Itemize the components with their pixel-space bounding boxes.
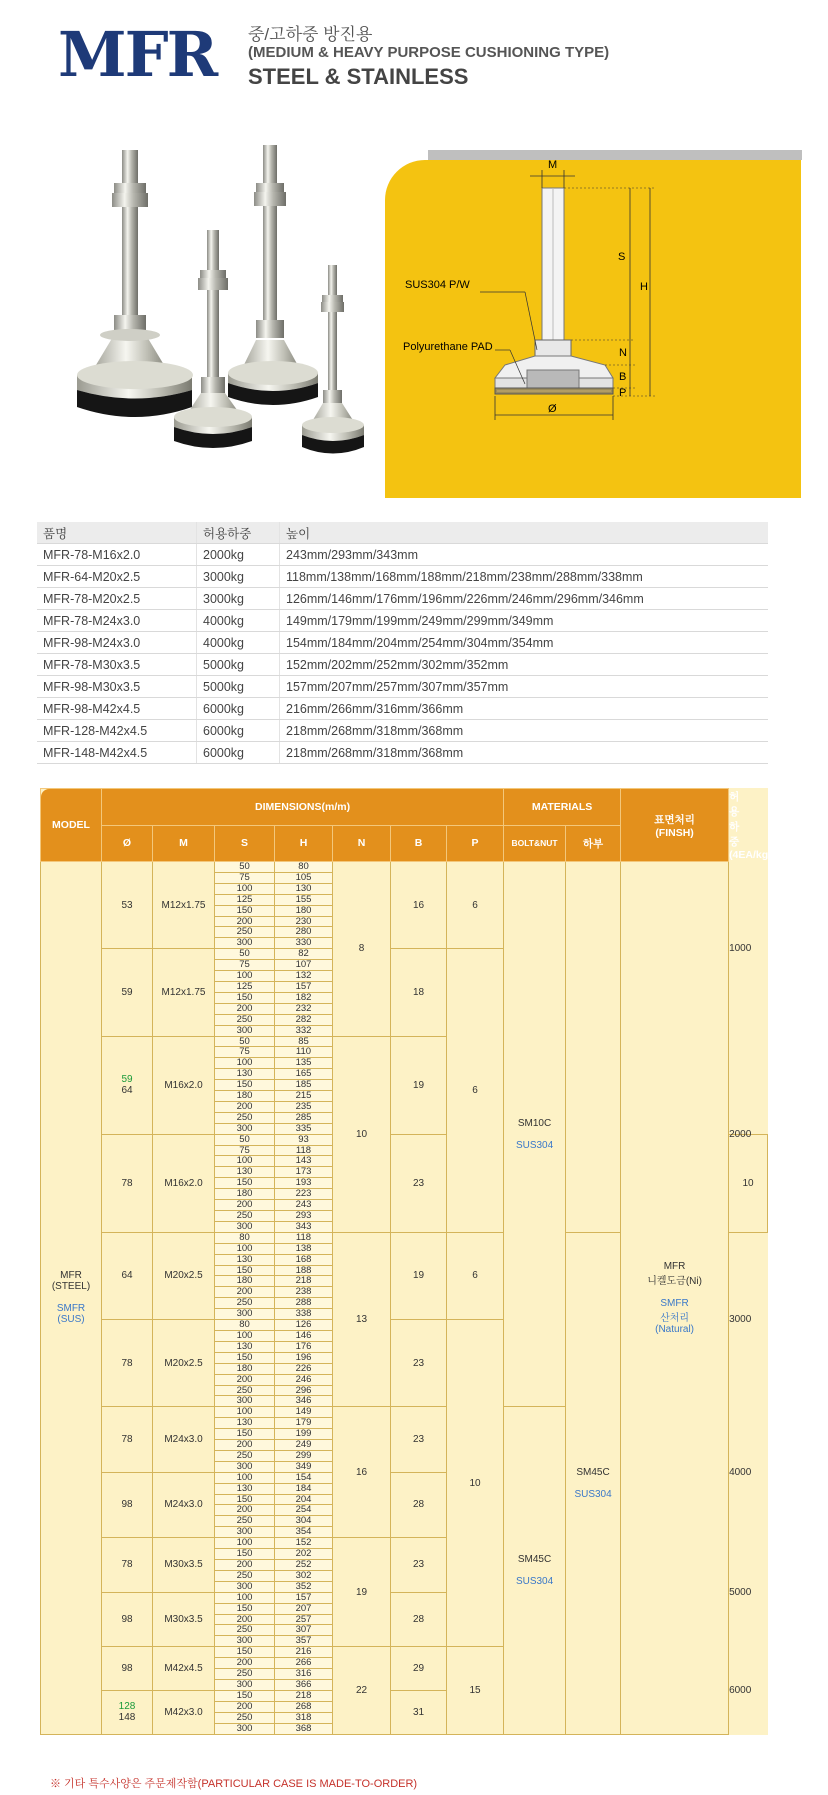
phi-cell: 59 64	[102, 1036, 153, 1134]
h-value: 155	[275, 894, 333, 905]
h-value: 335	[275, 1123, 333, 1134]
h-value: 257	[275, 1614, 333, 1625]
s-value: 100	[215, 1472, 275, 1483]
foot-tall-right	[228, 145, 318, 405]
spec-name: MFR-98-M24x3.0	[37, 632, 197, 654]
table-row	[37, 566, 768, 588]
spec-load: 4000kg	[197, 610, 280, 632]
s-value: 180	[215, 1189, 275, 1200]
s-value: 300	[215, 1025, 275, 1036]
s-value: 200	[215, 1200, 275, 1211]
s-value: 200	[215, 1440, 275, 1451]
s-value: 300	[215, 1581, 275, 1592]
header-h: H	[275, 825, 333, 862]
h-value: 215	[275, 1091, 333, 1102]
h-value: 173	[275, 1167, 333, 1178]
h-value: 154	[275, 1472, 333, 1483]
h-value: 176	[275, 1341, 333, 1352]
h-value: 185	[275, 1080, 333, 1091]
s-value: 300	[215, 1461, 275, 1472]
h-value: 80	[275, 862, 333, 873]
spec-load: 2000kg	[197, 544, 280, 566]
table-row	[37, 610, 768, 632]
h-value: 193	[275, 1178, 333, 1189]
table-row: 78 M30x3.5 100 152 19 23 5000	[41, 1538, 768, 1549]
h-value: 243	[275, 1200, 333, 1211]
pad-label: Polyurethane PAD	[403, 341, 493, 353]
h-value: 249	[275, 1440, 333, 1451]
thread-cell: M20x2.5	[153, 1320, 215, 1407]
s-value: 200	[215, 1560, 275, 1571]
material-line: STEEL & STAINLESS	[248, 64, 469, 89]
spec-load: 4000kg	[197, 632, 280, 654]
thread-cell: M30x3.5	[153, 1592, 215, 1647]
s-value: 75	[215, 1047, 275, 1058]
h-value: 168	[275, 1254, 333, 1265]
s-value: 150	[215, 1352, 275, 1363]
table-row	[37, 588, 768, 610]
s-value: 200	[215, 1505, 275, 1516]
h-value: 157	[275, 981, 333, 992]
s-value: 200	[215, 916, 275, 927]
h-value: 179	[275, 1418, 333, 1429]
h-value: 285	[275, 1112, 333, 1123]
h-value: 82	[275, 949, 333, 960]
h-value: 230	[275, 916, 333, 927]
h-value: 157	[275, 1592, 333, 1603]
dim-h-label: H	[640, 281, 648, 293]
s-value: 80	[215, 1320, 275, 1331]
p-cell: 10	[729, 1134, 768, 1232]
b-cell: 28	[391, 1592, 447, 1647]
h-value: 207	[275, 1603, 333, 1614]
thread-cell: M20x2.5	[153, 1232, 215, 1319]
phi-cell: 78	[102, 1134, 153, 1232]
h-value: 254	[275, 1505, 333, 1516]
s-value: 100	[215, 1592, 275, 1603]
s-value: 300	[215, 1723, 275, 1734]
h-value: 180	[275, 905, 333, 916]
b-cell: 18	[391, 949, 447, 1036]
s-value: 300	[215, 1396, 275, 1407]
n-cell: 19	[333, 1538, 391, 1647]
thread-cell: M42x4.5	[153, 1647, 215, 1691]
spec-load: 6000kg	[197, 698, 280, 720]
spec-name: MFR-128-M42x4.5	[37, 720, 197, 742]
product-photo	[70, 145, 430, 515]
b-cell: 23	[391, 1407, 447, 1472]
s-value: 50	[215, 1036, 275, 1047]
s-value: 125	[215, 981, 275, 992]
foot-large-left	[77, 150, 193, 417]
h-value: 252	[275, 1560, 333, 1571]
dim-m-label: M	[548, 160, 558, 171]
phi-cell: 78	[102, 1538, 153, 1593]
subtitle-korean: 중/고하중 방진용	[248, 25, 373, 44]
foot-small-right	[302, 265, 364, 454]
h-value: 93	[275, 1134, 333, 1145]
s-value: 150	[215, 1647, 275, 1658]
phi-cell: 98	[102, 1647, 153, 1691]
spec-name: MFR-78-M30x3.5	[37, 654, 197, 676]
s-value: 250	[215, 1625, 275, 1636]
s-value: 100	[215, 1330, 275, 1341]
spec-load: 6000kg	[197, 742, 280, 764]
spec-name: MFR-98-M42x4.5	[37, 698, 197, 720]
spec-header-name: 품명	[37, 522, 197, 544]
dim-b-label: B	[619, 371, 627, 383]
table-row	[37, 698, 768, 720]
spec-height: 152mm/202mm/252mm/302mm/352mm	[280, 654, 769, 676]
s-value: 250	[215, 1450, 275, 1461]
h-value: 268	[275, 1701, 333, 1712]
h-value: 226	[275, 1363, 333, 1374]
h-value: 357	[275, 1636, 333, 1647]
header-m: M	[153, 825, 215, 862]
h-value: 307	[275, 1625, 333, 1636]
h-value: 105	[275, 872, 333, 883]
pw-label: SUS304 P/W	[405, 279, 470, 291]
thread-cell: M16x2.0	[153, 1134, 215, 1232]
n-cell: 10	[333, 1036, 391, 1232]
spec-load: 6000kg	[197, 720, 280, 742]
s-value: 250	[215, 1385, 275, 1396]
phi-cell: 59	[102, 949, 153, 1036]
h-value: 288	[275, 1298, 333, 1309]
h-value: 304	[275, 1516, 333, 1527]
spec-name: MFR-64-M20x2.5	[37, 566, 197, 588]
s-value: 250	[215, 1211, 275, 1222]
table-row	[37, 654, 768, 676]
spec-height: 118mm/138mm/168mm/188mm/218mm/238mm/288mm/338mm	[280, 566, 769, 588]
s-value: 200	[215, 1614, 275, 1625]
spec-name: MFR-148-M42x4.5	[37, 742, 197, 764]
h-value: 143	[275, 1156, 333, 1167]
s-value: 100	[215, 1243, 275, 1254]
h-value: 235	[275, 1101, 333, 1112]
h-value: 199	[275, 1429, 333, 1440]
dim-p-label: P	[619, 387, 627, 399]
dim-n-label: N	[619, 347, 627, 359]
h-value: 135	[275, 1058, 333, 1069]
s-value: 75	[215, 960, 275, 971]
subtitle-english: (MEDIUM & HEAVY PURPOSE CUSHIONING TYPE)	[248, 44, 610, 61]
spec-height: 218mm/268mm/318mm/368mm	[280, 720, 769, 742]
phi-cell: 64	[102, 1232, 153, 1319]
header-base: 하부	[566, 825, 621, 862]
s-value: 75	[215, 872, 275, 883]
h-value: 318	[275, 1712, 333, 1723]
s-value: 300	[215, 1527, 275, 1538]
h-value: 218	[275, 1690, 333, 1701]
h-value: 332	[275, 1025, 333, 1036]
s-value: 180	[215, 1363, 275, 1374]
s-value: 50	[215, 949, 275, 960]
table-row	[37, 742, 768, 764]
h-value: 132	[275, 971, 333, 982]
h-value: 138	[275, 1243, 333, 1254]
s-value: 130	[215, 1254, 275, 1265]
header-b: B	[391, 825, 447, 862]
b-cell: 19	[391, 1232, 447, 1319]
model-cell: MFR (STEEL) SMFR (SUS)	[41, 862, 102, 1735]
s-value: 300	[215, 1123, 275, 1134]
s-value: 130	[215, 1167, 275, 1178]
s-value: 130	[215, 1341, 275, 1352]
h-value: 110	[275, 1047, 333, 1058]
phi-cell: 98	[102, 1592, 153, 1647]
h-value: 188	[275, 1265, 333, 1276]
h-value: 107	[275, 960, 333, 971]
h-value: 368	[275, 1723, 333, 1734]
dim-s-label: S	[618, 251, 626, 263]
s-value: 130	[215, 1069, 275, 1080]
thread-cell: M42x3.0	[153, 1690, 215, 1734]
s-value: 300	[215, 1309, 275, 1320]
spec-name: MFR-78-M16x2.0	[37, 544, 197, 566]
s-value: 80	[215, 1232, 275, 1243]
phi-cell: 98	[102, 1472, 153, 1537]
h-value: 338	[275, 1309, 333, 1320]
h-value: 218	[275, 1276, 333, 1287]
header-n: N	[333, 825, 391, 862]
h-value: 354	[275, 1527, 333, 1538]
brand-logo: MFR	[58, 18, 217, 91]
table-row: 64 M20x2.5 80 118 13 19 6 SM45C SUS304 3000	[41, 1232, 768, 1243]
s-value: 300	[215, 938, 275, 949]
s-value: 75	[215, 1145, 275, 1156]
s-value: 100	[215, 883, 275, 894]
b-cell: 23	[391, 1538, 447, 1593]
h-value: 349	[275, 1461, 333, 1472]
p-cell: 6	[447, 862, 504, 949]
spec-load: 3000kg	[197, 566, 280, 588]
s-value: 200	[215, 1701, 275, 1712]
spec-header-row	[37, 522, 768, 544]
s-value: 100	[215, 1058, 275, 1069]
spec-name: MFR-78-M24x3.0	[37, 610, 197, 632]
s-value: 150	[215, 992, 275, 1003]
header-p: P	[447, 825, 504, 862]
phi-cell: 78	[102, 1407, 153, 1472]
spec-load: 5000kg	[197, 654, 280, 676]
h-value: 246	[275, 1374, 333, 1385]
p-cell: 6	[447, 1232, 504, 1319]
h-value: 152	[275, 1538, 333, 1549]
h-value: 343	[275, 1221, 333, 1232]
h-value: 352	[275, 1581, 333, 1592]
s-value: 180	[215, 1276, 275, 1287]
header-boltnut: BOLT&NUT	[504, 825, 566, 862]
table-row	[37, 720, 768, 742]
b-cell: 23	[391, 1320, 447, 1407]
table-row: 78 M24x3.0 100 149 16 23 SM45C SUS304 4000	[41, 1407, 768, 1418]
b-cell: 16	[391, 862, 447, 949]
spec-header-height: 높이	[280, 522, 769, 544]
finish-cell: MFR 니켈도금(Ni) SMFR 산처리 (Natural)	[621, 862, 729, 1735]
thread-cell: M12x1.75	[153, 949, 215, 1036]
s-value: 150	[215, 905, 275, 916]
spec-name: MFR-78-M20x2.5	[37, 588, 197, 610]
h-value: 149	[275, 1407, 333, 1418]
h-value: 202	[275, 1549, 333, 1560]
h-value: 184	[275, 1483, 333, 1494]
s-value: 100	[215, 971, 275, 982]
spec-height: 157mm/207mm/257mm/307mm/357mm	[280, 676, 769, 698]
s-value: 200	[215, 1374, 275, 1385]
thread-cell: M12x1.75	[153, 862, 215, 949]
dimension-diagram	[385, 160, 801, 498]
s-value: 150	[215, 1690, 275, 1701]
p-cell: 15	[447, 1647, 504, 1734]
h-value: 85	[275, 1036, 333, 1047]
phi-cell: 53	[102, 862, 153, 949]
spec-table	[37, 522, 768, 764]
h-value: 146	[275, 1330, 333, 1341]
h-value: 280	[275, 927, 333, 938]
s-value: 125	[215, 894, 275, 905]
foot-front-middle	[174, 230, 252, 448]
base-material-empty	[566, 862, 621, 1233]
h-value: 299	[275, 1450, 333, 1461]
s-value: 250	[215, 927, 275, 938]
table-row: 98 M42x4.5 150 216 22 29 15 6000	[41, 1647, 768, 1658]
s-value: 50	[215, 1134, 275, 1145]
spec-name: MFR-98-M30x3.5	[37, 676, 197, 698]
s-value: 250	[215, 1669, 275, 1680]
s-value: 200	[215, 1101, 275, 1112]
s-value: 100	[215, 1156, 275, 1167]
h-value: 266	[275, 1658, 333, 1669]
n-cell: 13	[333, 1232, 391, 1407]
h-value: 130	[275, 883, 333, 894]
dimension-table: MODEL DIMENSIONS(m/m) MATERIALS 표면처리 (FINSH) 허용하중 (4EA/kg) Ø M S H N B P BOLT&NUT 하부 MFR (STEEL) SMFR (SUS) 53 M12x1.75 50 80 8 16 6 SM10C SUS304 MFR 니켈도금(Ni) SMFR 산처리 (Natural) 1000 75 105 100 130 125 155 150 180 200 230 250 280 300 330 59 M12x1.75 50 82 18 6 75 107 100 132 125 157 150 182 200 232 250 282 300 332 59 64 M16x2.0 50 85 10 19 75 110 100 135 130 165 150 185 180 215 200 235 250 285 300 335 78 M16x2.0 50 93 23 10 75 118 100 143 130 173 150 193 180 223 200 243 250 293 300 343 64 M20x2.5 80 118 13 19 6 SM45C SUS304 3000 100 138 130 168 150 188 180 218 200 238 250 288 300 338 78 M20x2.5 80 126 23 10 100 146 130 176 150 196 180 226 200 246 250 296 300 346 78 M24x3.0 100 149 16 23 SM45C SUS304 4000 130 179 150 199 200 249 250 299 300 349 98 M24x3.0 100 154 28 130 184 150 204 200 254 250 304 300 354 78 M30x3.5 100 152 19 23 5000 150 202 200 252 250 302 300 352 98 M30x3.5 100 157 28 150 207 200 257 250 307 300 357 98 M42x4.5 150 216 22 29 15 6000 200 266 250 316 300 366 128 148 M42x3.0 150 218 31 200 268 250 318 300 368	[40, 788, 768, 1735]
s-value: 150	[215, 1178, 275, 1189]
phi-cell: 78	[102, 1320, 153, 1407]
spec-height: 154mm/184mm/204mm/254mm/304mm/354mm	[280, 632, 769, 654]
s-value: 150	[215, 1603, 275, 1614]
thread-cell: M24x3.0	[153, 1407, 215, 1472]
b-cell: 29	[391, 1647, 447, 1691]
spec-load: 3000kg	[197, 588, 280, 610]
thread-cell: M24x3.0	[153, 1472, 215, 1537]
bolt-material-cell: SM10C SUS304	[504, 862, 566, 1407]
s-value: 300	[215, 1636, 275, 1647]
spec-header-load: 허용하중	[197, 522, 280, 544]
table-row	[37, 544, 768, 566]
h-value: 282	[275, 1014, 333, 1025]
spec-height: 218mm/268mm/318mm/368mm	[280, 742, 769, 764]
h-value: 204	[275, 1494, 333, 1505]
s-value: 250	[215, 1570, 275, 1581]
n-cell: 16	[333, 1407, 391, 1538]
spec-height: 216mm/266mm/316mm/366mm	[280, 698, 769, 720]
s-value: 150	[215, 1080, 275, 1091]
header-materials: MATERIALS	[504, 789, 621, 826]
s-value: 130	[215, 1483, 275, 1494]
h-value: 216	[275, 1647, 333, 1658]
diagram-top-bar	[428, 150, 802, 160]
spec-height: 126mm/146mm/176mm/196mm/226mm/246mm/296mm/346mm	[280, 588, 769, 610]
table-row	[37, 632, 768, 654]
p-cell: 10	[447, 1320, 504, 1647]
b-cell: 28	[391, 1472, 447, 1537]
spec-height: 243mm/293mm/343mm	[280, 544, 769, 566]
table-row: MFR (STEEL) SMFR (SUS) 53 M12x1.75 50 80 8 16 6 SM10C SUS304 MFR 니켈도금(Ni) SMFR 산처리 (Natural) 1000	[41, 862, 768, 873]
header-dimensions: DIMENSIONS(m/m)	[102, 789, 504, 826]
thread-cell: M30x3.5	[153, 1538, 215, 1593]
s-value: 150	[215, 1494, 275, 1505]
h-value: 165	[275, 1069, 333, 1080]
b-cell: 23	[391, 1134, 447, 1232]
bolt-material-cell: SM45C SUS304	[504, 1407, 566, 1734]
h-value: 366	[275, 1679, 333, 1690]
s-value: 150	[215, 1265, 275, 1276]
h-value: 196	[275, 1352, 333, 1363]
thread-cell: M16x2.0	[153, 1036, 215, 1134]
spec-height: 149mm/179mm/199mm/249mm/299mm/349mm	[280, 610, 769, 632]
s-value: 200	[215, 1003, 275, 1014]
h-value: 223	[275, 1189, 333, 1200]
h-value: 182	[275, 992, 333, 1003]
s-value: 250	[215, 1112, 275, 1123]
n-cell: 22	[333, 1647, 391, 1734]
p-cell: 6	[447, 949, 504, 1233]
base-material-cell: SM45C SUS304	[566, 1232, 621, 1734]
header-model: MODEL	[41, 789, 102, 862]
s-value: 300	[215, 1679, 275, 1690]
h-value: 118	[275, 1145, 333, 1156]
h-value: 296	[275, 1385, 333, 1396]
s-value: 150	[215, 1549, 275, 1560]
s-value: 200	[215, 1658, 275, 1669]
s-value: 300	[215, 1221, 275, 1232]
header-phi: Ø	[102, 825, 153, 862]
b-cell: 31	[391, 1690, 447, 1734]
table-row	[37, 676, 768, 698]
s-value: 250	[215, 1014, 275, 1025]
header-finish: 표면처리 (FINSH)	[621, 789, 729, 862]
h-value: 118	[275, 1232, 333, 1243]
s-value: 150	[215, 1429, 275, 1440]
h-value: 293	[275, 1211, 333, 1222]
s-value: 130	[215, 1418, 275, 1429]
s-value: 250	[215, 1516, 275, 1527]
spec-load: 5000kg	[197, 676, 280, 698]
n-cell: 8	[333, 862, 391, 1037]
h-value: 232	[275, 1003, 333, 1014]
h-value: 126	[275, 1320, 333, 1331]
h-value: 330	[275, 938, 333, 949]
s-value: 180	[215, 1091, 275, 1102]
s-value: 50	[215, 862, 275, 873]
s-value: 100	[215, 1407, 275, 1418]
b-cell: 19	[391, 1036, 447, 1134]
s-value: 100	[215, 1538, 275, 1549]
phi-cell: 128 148	[102, 1690, 153, 1734]
s-value: 250	[215, 1712, 275, 1723]
s-value: 250	[215, 1298, 275, 1309]
dim-phi-label: Ø	[548, 403, 557, 415]
h-value: 346	[275, 1396, 333, 1407]
footnote: ※ 기타 특수사양은 주문제작함(PARTICULAR CASE IS MADE-TO-ORDER)	[50, 1778, 418, 1790]
h-value: 302	[275, 1570, 333, 1581]
h-value: 238	[275, 1287, 333, 1298]
h-value: 316	[275, 1669, 333, 1680]
header-s: S	[215, 825, 275, 862]
s-value: 200	[215, 1287, 275, 1298]
